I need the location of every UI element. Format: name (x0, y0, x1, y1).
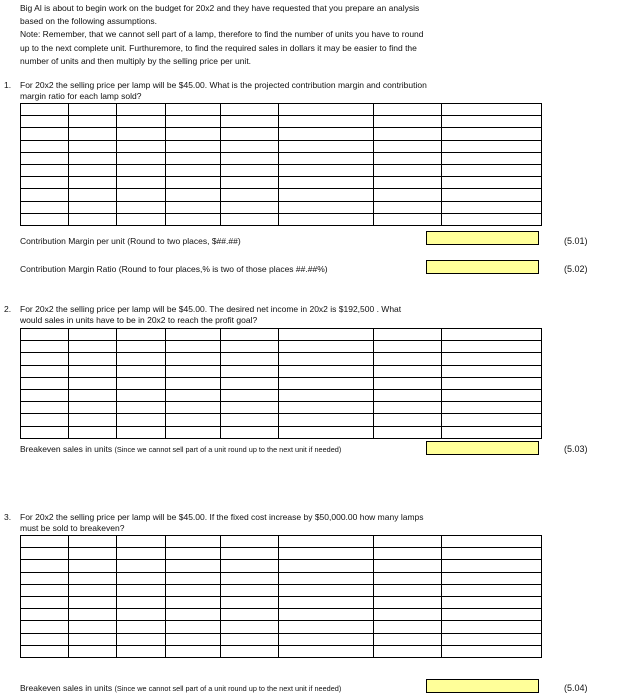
grid-cell[interactable] (374, 414, 442, 426)
grid-cell[interactable] (21, 177, 69, 189)
grid-cell[interactable] (374, 560, 442, 572)
grid-cell[interactable] (442, 104, 542, 116)
grid-cell[interactable] (442, 596, 542, 608)
grid-cell[interactable] (69, 201, 117, 213)
grid-cell[interactable] (442, 152, 542, 164)
grid-cell[interactable] (117, 201, 166, 213)
grid-cell[interactable] (21, 213, 69, 225)
grid-cell[interactable] (221, 128, 279, 140)
grid-cell[interactable] (69, 353, 117, 365)
q3-line2: must be sold to breakeven? (20, 523, 125, 533)
grid-cell[interactable] (374, 584, 442, 596)
grid-cell[interactable] (117, 621, 166, 633)
grid-cell[interactable] (69, 572, 117, 584)
grid-row (21, 164, 542, 176)
grid-cell[interactable] (117, 609, 166, 621)
grid-row (21, 633, 542, 645)
grid-cell[interactable] (166, 389, 221, 401)
grid-cell[interactable] (69, 177, 117, 189)
grid-cell[interactable] (442, 177, 542, 189)
grid-cell[interactable] (279, 152, 374, 164)
grid-cell[interactable] (21, 189, 69, 201)
grid-cell[interactable] (279, 633, 374, 645)
grid-cell[interactable] (221, 104, 279, 116)
grid-row (21, 548, 542, 560)
q1-line2: margin ratio for each lamp sold? (20, 91, 142, 101)
grid-cell[interactable] (221, 584, 279, 596)
grid-cell[interactable] (279, 621, 374, 633)
grid-cell[interactable] (374, 353, 442, 365)
grid-cell[interactable] (221, 389, 279, 401)
grid-row (21, 645, 542, 657)
grid-cell[interactable] (166, 572, 221, 584)
grid-cell[interactable] (166, 633, 221, 645)
grid-cell[interactable] (69, 213, 117, 225)
grid-cell[interactable] (166, 353, 221, 365)
grid-cell[interactable] (21, 560, 69, 572)
grid-cell[interactable] (221, 164, 279, 176)
grid-cell[interactable] (21, 414, 69, 426)
q2-answer-label-main: Breakeven sales in units (20, 444, 115, 454)
grid-cell[interactable] (221, 152, 279, 164)
grid-cell[interactable] (221, 177, 279, 189)
grid-cell[interactable] (69, 377, 117, 389)
q1-answer2-code: (5.02) (564, 264, 588, 274)
grid-cell[interactable] (221, 548, 279, 560)
grid-row (21, 201, 542, 213)
grid-cell[interactable] (69, 341, 117, 353)
q3-question (20, 512, 424, 534)
grid-row (21, 152, 542, 164)
q3-answer-label-note: (Since we cannot sell part of a unit round up to the next unit if needed) (114, 684, 342, 693)
grid-cell[interactable] (374, 341, 442, 353)
q3-line1: For 20x2 the selling price per lamp will be $45.00. If the fixed cost increase by $50,000.00 how many lamps (20, 512, 424, 522)
grid-cell[interactable] (279, 116, 374, 128)
grid-cell[interactable] (21, 201, 69, 213)
grid-cell[interactable] (374, 426, 442, 438)
grid-cell[interactable] (279, 365, 374, 377)
grid-cell[interactable] (166, 402, 221, 414)
grid-cell[interactable] (69, 645, 117, 657)
q1-number: 1. (4, 80, 12, 90)
grid-cell[interactable] (279, 389, 374, 401)
grid-cell[interactable] (374, 140, 442, 152)
grid-cell[interactable] (21, 365, 69, 377)
grid-cell[interactable] (166, 548, 221, 560)
grid-row (21, 140, 542, 152)
grid-row (21, 426, 542, 438)
grid-cell[interactable] (221, 596, 279, 608)
grid-cell[interactable] (279, 104, 374, 116)
intro-line: based on the following assumptions. (20, 16, 158, 27)
grid-cell[interactable] (21, 152, 69, 164)
q2-question (20, 304, 401, 326)
grid-cell[interactable] (69, 365, 117, 377)
grid-cell[interactable] (279, 164, 374, 176)
grid-cell[interactable] (374, 621, 442, 633)
grid-cell[interactable] (69, 152, 117, 164)
grid-cell[interactable] (221, 560, 279, 572)
grid-cell[interactable] (69, 140, 117, 152)
grid-cell[interactable] (221, 536, 279, 548)
grid-cell[interactable] (69, 548, 117, 560)
grid-cell[interactable] (374, 402, 442, 414)
grid-cell[interactable] (442, 548, 542, 560)
grid-cell[interactable] (279, 402, 374, 414)
intro-line: Big Al is about to begin work on the budget for 20x2 and they have requested that you prepare an analysis (20, 3, 420, 13)
grid-cell[interactable] (69, 536, 117, 548)
grid-cell[interactable] (117, 560, 166, 572)
grid-cell[interactable] (166, 140, 221, 152)
grid-cell[interactable] (117, 329, 166, 341)
grid-row (21, 572, 542, 584)
grid-cell[interactable] (221, 426, 279, 438)
grid-cell[interactable] (21, 116, 69, 128)
grid-cell[interactable] (166, 645, 221, 657)
grid-cell[interactable] (69, 414, 117, 426)
grid-cell[interactable] (221, 189, 279, 201)
grid-cell[interactable] (374, 201, 442, 213)
grid-cell[interactable] (117, 402, 166, 414)
grid-cell[interactable] (21, 353, 69, 365)
grid-cell[interactable] (221, 201, 279, 213)
grid-row (21, 353, 542, 365)
grid-cell[interactable] (442, 140, 542, 152)
grid-cell[interactable] (442, 341, 542, 353)
grid-cell[interactable] (21, 377, 69, 389)
grid-cell[interactable] (221, 645, 279, 657)
grid-cell[interactable] (442, 128, 542, 140)
grid-cell[interactable] (221, 633, 279, 645)
grid-cell[interactable] (279, 201, 374, 213)
grid-cell[interactable] (279, 189, 374, 201)
grid-cell[interactable] (442, 329, 542, 341)
grid-row (21, 389, 542, 401)
grid-cell[interactable] (69, 329, 117, 341)
grid-cell[interactable] (442, 560, 542, 572)
grid-cell[interactable] (442, 621, 542, 633)
intro-text (20, 2, 424, 68)
grid-cell[interactable] (21, 596, 69, 608)
grid-cell[interactable] (221, 572, 279, 584)
grid-cell[interactable] (374, 645, 442, 657)
grid-cell[interactable] (166, 104, 221, 116)
grid-cell[interactable] (21, 128, 69, 140)
q1-work-grid[interactable] (20, 103, 542, 226)
grid-cell[interactable] (221, 341, 279, 353)
grid-cell[interactable] (374, 189, 442, 201)
grid-row (21, 329, 542, 341)
grid-cell[interactable] (69, 596, 117, 608)
grid-cell[interactable] (279, 645, 374, 657)
grid-cell[interactable] (21, 329, 69, 341)
q3-answer-label-main: Breakeven sales in units (20, 683, 115, 693)
grid-row (21, 560, 542, 572)
grid-cell[interactable] (442, 633, 542, 645)
grid-cell[interactable] (166, 426, 221, 438)
grid-cell[interactable] (279, 548, 374, 560)
grid-cell[interactable] (166, 152, 221, 164)
grid-cell[interactable] (166, 164, 221, 176)
grid-cell[interactable] (374, 104, 442, 116)
grid-cell[interactable] (117, 152, 166, 164)
q1-contribution-margin-input[interactable] (426, 231, 539, 245)
q1-contribution-margin-ratio-input[interactable] (426, 260, 539, 274)
grid-cell[interactable] (279, 377, 374, 389)
grid-cell[interactable] (69, 389, 117, 401)
grid-cell[interactable] (166, 213, 221, 225)
q2-work-grid[interactable] (20, 328, 542, 439)
grid-cell[interactable] (221, 213, 279, 225)
q1-question (20, 80, 427, 102)
grid-cell[interactable] (221, 329, 279, 341)
grid-row (21, 402, 542, 414)
grid-cell[interactable] (279, 341, 374, 353)
grid-cell[interactable] (166, 177, 221, 189)
grid-cell[interactable] (21, 609, 69, 621)
grid-cell[interactable] (117, 389, 166, 401)
grid-cell[interactable] (279, 596, 374, 608)
grid-cell[interactable] (117, 164, 166, 176)
grid-row (21, 177, 542, 189)
grid-cell[interactable] (166, 596, 221, 608)
grid-cell[interactable] (374, 548, 442, 560)
grid-row (21, 596, 542, 608)
grid-cell[interactable] (21, 389, 69, 401)
grid-cell[interactable] (279, 414, 374, 426)
grid-cell[interactable] (374, 572, 442, 584)
grid-cell[interactable] (166, 560, 221, 572)
grid-cell[interactable] (374, 536, 442, 548)
q3-breakeven-units-input[interactable] (426, 679, 539, 693)
grid-cell[interactable] (21, 584, 69, 596)
grid-cell[interactable] (166, 201, 221, 213)
grid-cell[interactable] (442, 377, 542, 389)
q2-answer-code: (5.03) (564, 444, 588, 454)
grid-cell[interactable] (374, 177, 442, 189)
grid-cell[interactable] (21, 536, 69, 548)
grid-cell[interactable] (117, 104, 166, 116)
grid-cell[interactable] (442, 536, 542, 548)
grid-cell[interactable] (117, 536, 166, 548)
grid-cell[interactable] (117, 426, 166, 438)
grid-cell[interactable] (442, 389, 542, 401)
grid-cell[interactable] (374, 609, 442, 621)
q2-answer-label-note: (Since we cannot sell part of a unit round up to the next unit if needed) (114, 445, 342, 454)
q2-number: 2. (4, 304, 12, 314)
grid-cell[interactable] (442, 189, 542, 201)
grid-cell[interactable] (117, 633, 166, 645)
grid-row (21, 377, 542, 389)
q3-number: 3. (4, 512, 12, 522)
grid-cell[interactable] (442, 609, 542, 621)
grid-cell[interactable] (166, 414, 221, 426)
grid-cell[interactable] (117, 572, 166, 584)
grid-cell[interactable] (117, 548, 166, 560)
intro-line: Note: Remember, that we cannot sell part of a lamp, therefore to find the number of units you have to round (20, 29, 424, 40)
intro-line: number of units and then multiply by the selling price per unit. (20, 55, 252, 66)
intro-line: up to the next complete unit. Furthuremore, to find the required sales in dollars it may be easier to find the (20, 42, 417, 53)
grid-cell[interactable] (442, 353, 542, 365)
grid-cell[interactable] (221, 353, 279, 365)
q1-line1: For 20x2 the selling price per lamp will be $45.00. What is the projected contribution margin and contribution (20, 80, 427, 90)
grid-cell[interactable] (442, 164, 542, 176)
grid-cell[interactable] (69, 402, 117, 414)
grid-cell[interactable] (221, 609, 279, 621)
grid-row (21, 536, 542, 548)
grid-row (21, 128, 542, 140)
grid-cell[interactable] (117, 341, 166, 353)
grid-cell[interactable] (374, 116, 442, 128)
q1-answer1-label: Contribution Margin per unit (Round to two places, $##.##) (20, 236, 241, 246)
grid-cell[interactable] (279, 177, 374, 189)
grid-row (21, 116, 542, 128)
grid-cell[interactable] (221, 365, 279, 377)
grid-cell[interactable] (21, 104, 69, 116)
grid-cell[interactable] (69, 189, 117, 201)
grid-cell[interactable] (21, 341, 69, 353)
grid-cell[interactable] (442, 426, 542, 438)
grid-cell[interactable] (374, 377, 442, 389)
grid-cell[interactable] (442, 116, 542, 128)
grid-cell[interactable] (279, 353, 374, 365)
grid-cell[interactable] (117, 213, 166, 225)
grid-cell[interactable] (442, 213, 542, 225)
grid-row (21, 584, 542, 596)
grid-cell[interactable] (69, 116, 117, 128)
grid-cell[interactable] (374, 152, 442, 164)
grid-cell[interactable] (221, 140, 279, 152)
grid-cell[interactable] (166, 584, 221, 596)
grid-cell[interactable] (166, 377, 221, 389)
grid-cell[interactable] (21, 572, 69, 584)
grid-row (21, 621, 542, 633)
q2-line1: For 20x2 the selling price per lamp will be $45.00. The desired net income in 20x2 is $192,500 . What (20, 304, 402, 314)
q3-answer-code: (5.04) (564, 683, 588, 693)
grid-cell[interactable] (374, 633, 442, 645)
grid-cell[interactable] (279, 584, 374, 596)
grid-cell[interactable] (442, 201, 542, 213)
grid-cell[interactable] (279, 572, 374, 584)
q2-line2: would sales in units have to be in 20x2 to reach the profit goal? (20, 315, 258, 325)
grid-cell[interactable] (117, 353, 166, 365)
grid-cell[interactable] (166, 365, 221, 377)
grid-cell[interactable] (117, 584, 166, 596)
grid-cell[interactable] (166, 329, 221, 341)
grid-cell[interactable] (21, 402, 69, 414)
grid-cell[interactable] (117, 377, 166, 389)
grid-cell[interactable] (374, 596, 442, 608)
grid-cell[interactable] (279, 128, 374, 140)
grid-cell[interactable] (21, 645, 69, 657)
q2-answer-label (20, 444, 341, 454)
grid-cell[interactable] (374, 329, 442, 341)
grid-cell[interactable] (69, 621, 117, 633)
grid-cell[interactable] (279, 536, 374, 548)
grid-cell[interactable] (21, 633, 69, 645)
grid-cell[interactable] (374, 389, 442, 401)
grid-cell[interactable] (21, 548, 69, 560)
grid-cell[interactable] (69, 104, 117, 116)
grid-cell[interactable] (221, 377, 279, 389)
q2-breakeven-units-input[interactable] (426, 441, 539, 455)
grid-cell[interactable] (69, 164, 117, 176)
grid-cell[interactable] (69, 426, 117, 438)
grid-cell[interactable] (374, 128, 442, 140)
grid-cell[interactable] (117, 189, 166, 201)
grid-cell[interactable] (221, 402, 279, 414)
grid-cell[interactable] (221, 621, 279, 633)
grid-cell[interactable] (279, 213, 374, 225)
grid-cell[interactable] (279, 609, 374, 621)
grid-cell[interactable] (374, 213, 442, 225)
grid-cell[interactable] (117, 177, 166, 189)
grid-cell[interactable] (221, 414, 279, 426)
grid-cell[interactable] (117, 414, 166, 426)
grid-cell[interactable] (442, 584, 542, 596)
q3-work-grid[interactable] (20, 535, 542, 658)
grid-cell[interactable] (166, 341, 221, 353)
grid-cell[interactable] (117, 645, 166, 657)
grid-cell[interactable] (442, 645, 542, 657)
grid-cell[interactable] (279, 560, 374, 572)
grid-row (21, 609, 542, 621)
grid-row (21, 189, 542, 201)
grid-cell[interactable] (21, 621, 69, 633)
grid-cell[interactable] (279, 140, 374, 152)
grid-cell[interactable] (117, 140, 166, 152)
grid-cell[interactable] (117, 596, 166, 608)
grid-cell[interactable] (166, 116, 221, 128)
q1-answer2-label: Contribution Margin Ratio (Round to four places,% is two of those places ##.##%) (20, 264, 328, 274)
q3-answer-label (20, 683, 341, 693)
grid-cell[interactable] (166, 536, 221, 548)
q1-answer1-code: (5.01) (564, 236, 588, 246)
grid-cell[interactable] (374, 164, 442, 176)
grid-cell[interactable] (69, 584, 117, 596)
grid-cell[interactable] (166, 189, 221, 201)
grid-cell[interactable] (69, 128, 117, 140)
grid-cell[interactable] (221, 116, 279, 128)
grid-row (21, 104, 542, 116)
grid-cell[interactable] (69, 609, 117, 621)
grid-row (21, 213, 542, 225)
grid-cell[interactable] (21, 140, 69, 152)
grid-cell[interactable] (442, 365, 542, 377)
grid-cell[interactable] (117, 365, 166, 377)
grid-cell[interactable] (442, 414, 542, 426)
grid-cell[interactable] (279, 329, 374, 341)
grid-row (21, 341, 542, 353)
grid-cell[interactable] (442, 572, 542, 584)
grid-row (21, 365, 542, 377)
grid-cell[interactable] (166, 128, 221, 140)
grid-cell[interactable] (69, 560, 117, 572)
grid-row (21, 414, 542, 426)
grid-cell[interactable] (117, 128, 166, 140)
grid-cell[interactable] (166, 621, 221, 633)
grid-cell[interactable] (374, 365, 442, 377)
grid-cell[interactable] (279, 426, 374, 438)
grid-cell[interactable] (21, 164, 69, 176)
grid-cell[interactable] (166, 609, 221, 621)
grid-cell[interactable] (21, 426, 69, 438)
grid-cell[interactable] (442, 402, 542, 414)
grid-cell[interactable] (117, 116, 166, 128)
grid-cell[interactable] (69, 633, 117, 645)
